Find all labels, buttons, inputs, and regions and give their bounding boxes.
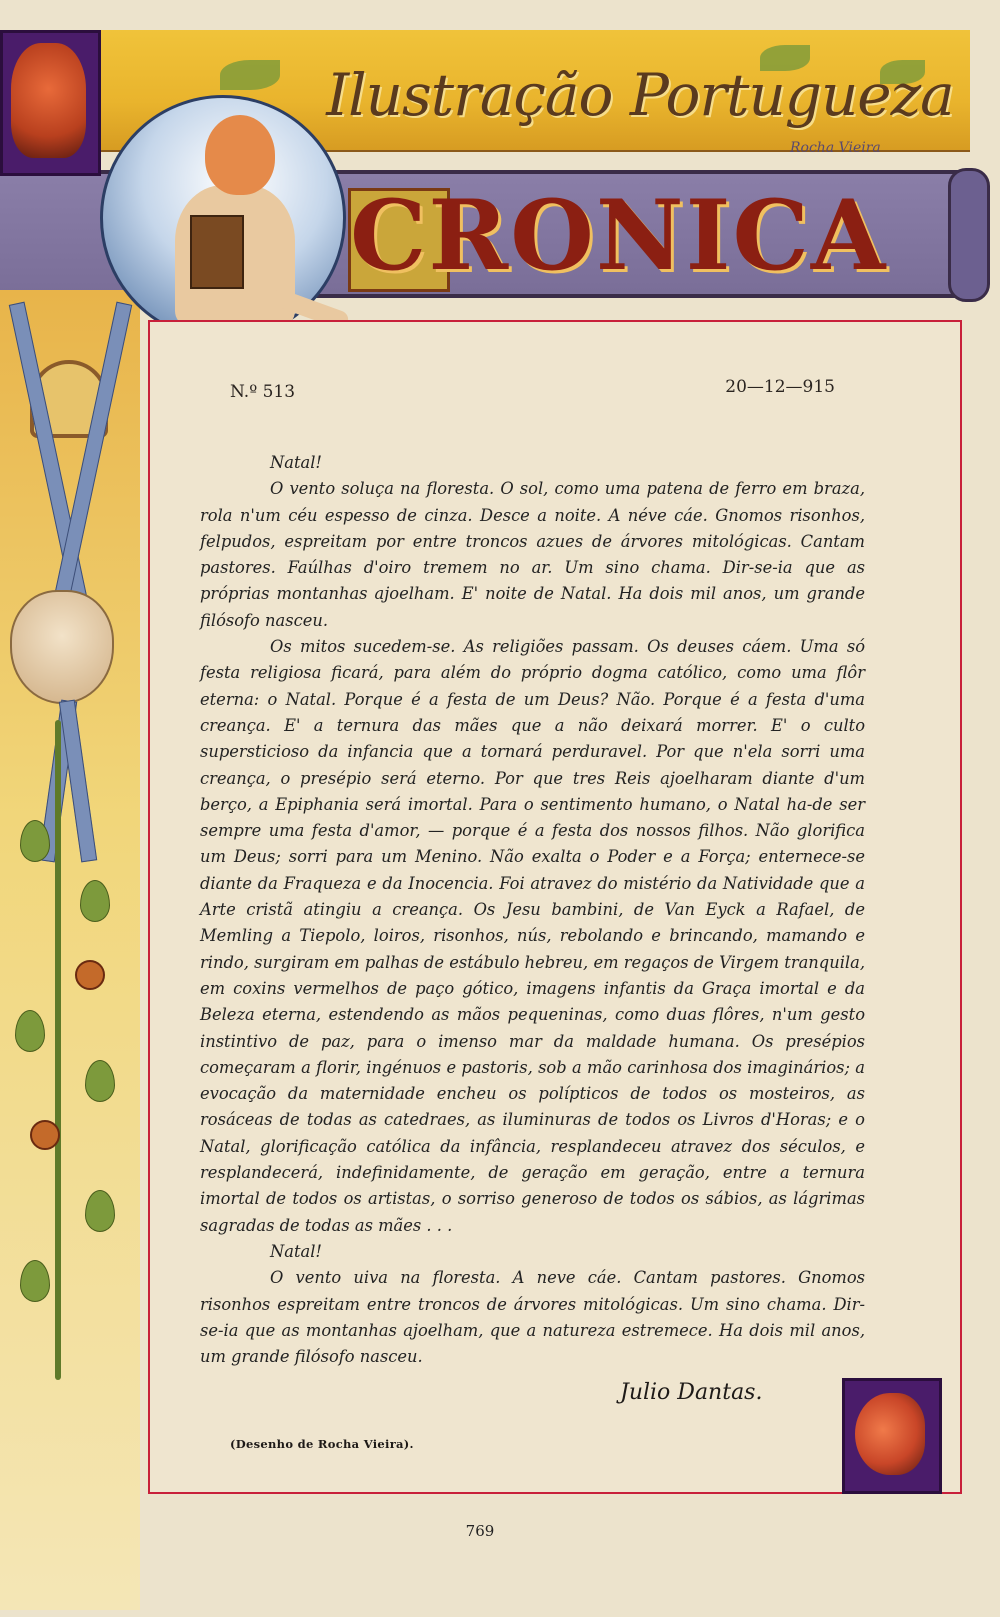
leaf-ornament xyxy=(80,880,110,922)
paragraph: Natal! xyxy=(270,1241,322,1261)
pomegranate-ornament xyxy=(0,30,101,176)
article-body xyxy=(200,450,865,1370)
paragraph: Os mitos sucedem-se. As religiões passam. Os deuses cáem. Uma só festa religiosa ficará, para além do próprio dogma católico, como uma flôr eterna: o Natal. Porque é a festa de um Deus? Não. Porque é a festa d'uma creança. E' a ternura das mães que a não deixará morrer. E' o culto supersticioso da infancia que a tornará perduravel. Por que n'ela sorri uma creança, o presépio será eterno. Por que tres Reis ajoelharam diante d'um berço, a Epiphania será imortal. Para o sentimento humano, o Natal ha-de ser sempre uma festa d'amor, — porque é a festa dos nossos filhos. Não glorifica um Deus; sorri para um Menino. Não exalta o Poder e a Força; enternece-se diante da Fraqueza e da Inocencia. Foi atravez do mistério da Natividade que a Arte cristã atingiu a creança. Os Jesu bambini, de Van Eyck a Rafael, de Memling a Tiepolo, loiros, risonhos, nús, rebolando e brincando, mamando e rindo, surgiram em palhas de estábulo hebreu, em regaços de Virgem tranquila, em coxins vermelhos de paço gótico, imagens infantis da Graça imortal e da Beleza eterna, estendendo as mãos pequeninas, como duas flôres, n'um gesto instintivo de paz, para o imenso mar da maldade humana. Os presépios começaram a florir, ingénuos e pastoris, sob a mão carinhosa dos imaginários; a evocação da maternidade encheu os polípticos de todos os mosteiros, as rosáceas de todas as catedraes, as iluminuras de todos os Livros d'Horas; e o Natal, glorificação católica da infância, resplandeceu atravez dos séculos, e resplandecerá, indefinidamente, de geração em geração, entre a ternura imortal de todos os artistas, o sorriso generoso de todos os sábios, as lágrimas sagradas de todas as mães . . . xyxy=(200,637,865,1235)
leaf-ornament xyxy=(220,60,280,90)
illustrator-signature: Rocha Vieira xyxy=(790,140,881,156)
leaf-ornament xyxy=(85,1060,115,1102)
paragraph: Natal! xyxy=(270,453,322,472)
paragraph: O vento soluça na floresta. O sol, como uma patena de ferro em braza, rola n'um céu espesso de cinza. Desce a noite. A néve cáe. Gnomos risonhos, felpudos, espreitam por entre troncos azues de árvores mitológicas. Cantam pastores. Faúlhas d'oiro tremem no ar. Um sino chama. Dir-se-ia que as próprias montanhas ajoelham. E' noite de Natal. Ha dois mil anos, um grande filósofo nasceu. xyxy=(200,479,865,630)
flower-ornament xyxy=(30,1120,60,1150)
paragraph: O vento uiva na floresta. A neve cáe. Cantam pastores. Gnomos risonhos espreitam entre troncos de árvores mitológicas. Um sino chama. Dir-se-ia que as montanhas ajoelham, que a natureza estremece. Ha dois mil anos, um grande filósofo nasceu. xyxy=(200,1268,865,1367)
banner-scroll-end xyxy=(948,168,990,302)
page-number: 769 xyxy=(465,1522,495,1540)
issue-date: 20—12—915 xyxy=(725,377,835,397)
leaf-ornament xyxy=(20,820,50,862)
masthead-title: Ilustração Portugueza xyxy=(326,61,954,129)
illustration-credit: (Desenho de Rocha Vieira). xyxy=(230,1437,414,1451)
left-ornamental-border xyxy=(0,290,140,1610)
leaf-ornament xyxy=(15,1010,45,1052)
leaf-ornament xyxy=(20,1260,50,1302)
flower-ornament xyxy=(75,960,105,990)
figure-head xyxy=(205,115,275,195)
issue-number: N.º 513 xyxy=(230,382,296,402)
author-signature: Julio Dantas. xyxy=(620,1380,763,1405)
pomegranate-ornament xyxy=(842,1378,942,1494)
theatre-mask-icon xyxy=(10,590,114,704)
vine-ornament xyxy=(55,720,61,1380)
leaf-ornament xyxy=(85,1190,115,1232)
books-icon xyxy=(190,215,244,289)
section-title: CRONICA xyxy=(350,178,888,292)
